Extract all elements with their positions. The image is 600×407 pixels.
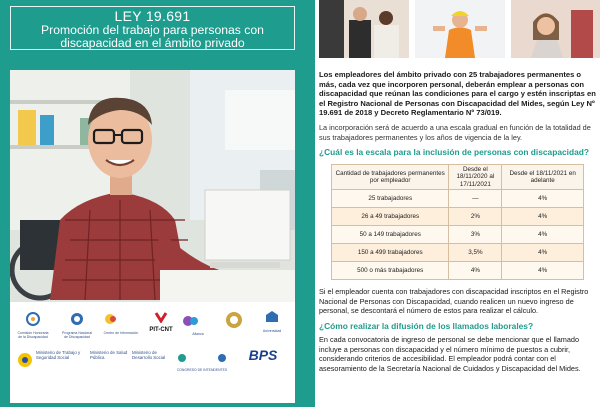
right-panel <box>305 0 600 407</box>
table-cell: 26 a 49 trabajadores <box>332 208 449 226</box>
registry-paragraph: Si el empleador cuenta con trabajadores con discapacidad inscriptos en el Registro Nacional de Personas con Discapacidad, cuando realicen un nuevo ingreso de personal, se descontará el número de estos para realizar el cálculo. <box>319 287 589 316</box>
logo-bps-label: BPS <box>248 347 278 363</box>
table-cell: 4% <box>502 190 584 208</box>
question-diffusion: ¿Cómo realizar la difusión de los llamados laborales? <box>319 320 534 331</box>
logo-centro-label: Centro de Información <box>103 331 139 335</box>
logo-centro <box>102 312 140 335</box>
table-header: Cantidad de trabajadores permanentes por empleador <box>332 165 449 190</box>
logo-mides <box>132 350 172 360</box>
logo-universidad <box>256 310 288 333</box>
table-cell: 500 o más trabajadores <box>332 262 449 280</box>
table-cell: 4% <box>502 208 584 226</box>
logo-bps <box>240 348 286 363</box>
table-row <box>332 208 584 226</box>
photo-worker-helmet <box>415 0 505 58</box>
table-cell: 4% <box>502 226 584 244</box>
question-scale: ¿Cuál es la escala para la inclusión de personas con discapacidad? <box>319 147 589 158</box>
table-row <box>332 190 584 208</box>
logo-comision-label: Comisión Honoraria de la Discapacidad <box>17 331 49 339</box>
logo-universidad-label: Universidad <box>262 329 282 333</box>
table-cell: 150 a 499 trabajadores <box>332 244 449 262</box>
logo-programa <box>60 312 94 339</box>
worker-at-desk-illustration <box>10 70 295 302</box>
title-box <box>10 6 295 50</box>
logo-mides-label: Ministerio de Desarrollo Social <box>132 350 166 360</box>
main-photo <box>10 70 295 302</box>
logo-pitcnt <box>146 310 176 332</box>
table-header-row <box>332 165 584 190</box>
logo-congreso <box>176 350 228 372</box>
table-cell: — <box>449 190 502 208</box>
table-header: Desde el 18/11/2021 en adelante <box>502 165 584 190</box>
diffusion-paragraph: En cada convocatoria de ingreso de personal se debe mencionar que el llamado incluye a personas con discapacidad y el número mínimo de puestos a cubrir, considerando criterios de accesibilidad. El empleador podrá contar con el asesoramiento de la Secretaría Nacional de Cuidados y Discapacidad del Mides. <box>319 334 581 373</box>
table-cell: 50 a 149 trabajadores <box>332 226 449 244</box>
top-photos <box>319 0 600 58</box>
logo-escudo <box>224 310 244 335</box>
table-cell: 4% <box>502 262 584 280</box>
logo-pitcnt-label: PIT-CNT <box>149 327 173 333</box>
logo-alianza <box>182 314 214 336</box>
table-row <box>332 226 584 244</box>
teal-divider <box>305 0 315 407</box>
logo-mtss-label: Ministerio de Trabajo y Seguridad Social <box>36 350 81 360</box>
intro-bold: Los empleadores del ámbito privado con 25 trabajadores permanentes o más, cada vez que incorporen personal, deberán emplear a personas con discapacidad que reúnan las condiciones para el cargo y estén inscriptas en el Registro Nacional de Personas con Discapacidad del Mides, según Ley Nº 19.691 de 2018 y Decreto Reglamentario Nº 73/019. <box>319 70 596 118</box>
right-content <box>319 70 596 373</box>
table-row <box>332 244 584 262</box>
table-cell: 4% <box>502 244 584 262</box>
table-cell: 25 trabajadores <box>332 190 449 208</box>
logo-comision <box>16 312 50 339</box>
logo-programa-label: Programa Nacional de Discapacidad <box>62 331 92 339</box>
intro-paragraph: La incorporación será de acuerdo a una escala gradual en función de la totalidad de sus trabajadores permanentes y los años de vigencia de la ley. <box>319 122 591 142</box>
photo-woman-smiling <box>511 0 600 58</box>
scale-table <box>331 164 584 280</box>
logos-strip <box>10 302 295 403</box>
logo-congreso-label: CONGRESO DE INTENDENTES <box>176 368 228 372</box>
table-cell: 3% <box>449 226 502 244</box>
table-row <box>332 262 584 280</box>
table-cell: 4% <box>449 262 502 280</box>
table-header: Desde el 18/11/2020 al 17/11/2021 <box>449 165 502 190</box>
table-cell: 2% <box>449 208 502 226</box>
law-title: LEY 19.691 <box>114 8 191 24</box>
logo-alianza-label: Alianza <box>192 332 204 336</box>
law-subtitle: Promoción del trabajo para personas con discapacidad en el ámbito privado <box>41 23 264 50</box>
photo-office-workers <box>319 0 409 58</box>
logo-msp-label: Ministerio de Salud Pública <box>90 350 128 360</box>
logo-mtss <box>16 350 86 372</box>
table-cell: 3,5% <box>449 244 502 262</box>
logo-msp <box>90 350 128 360</box>
